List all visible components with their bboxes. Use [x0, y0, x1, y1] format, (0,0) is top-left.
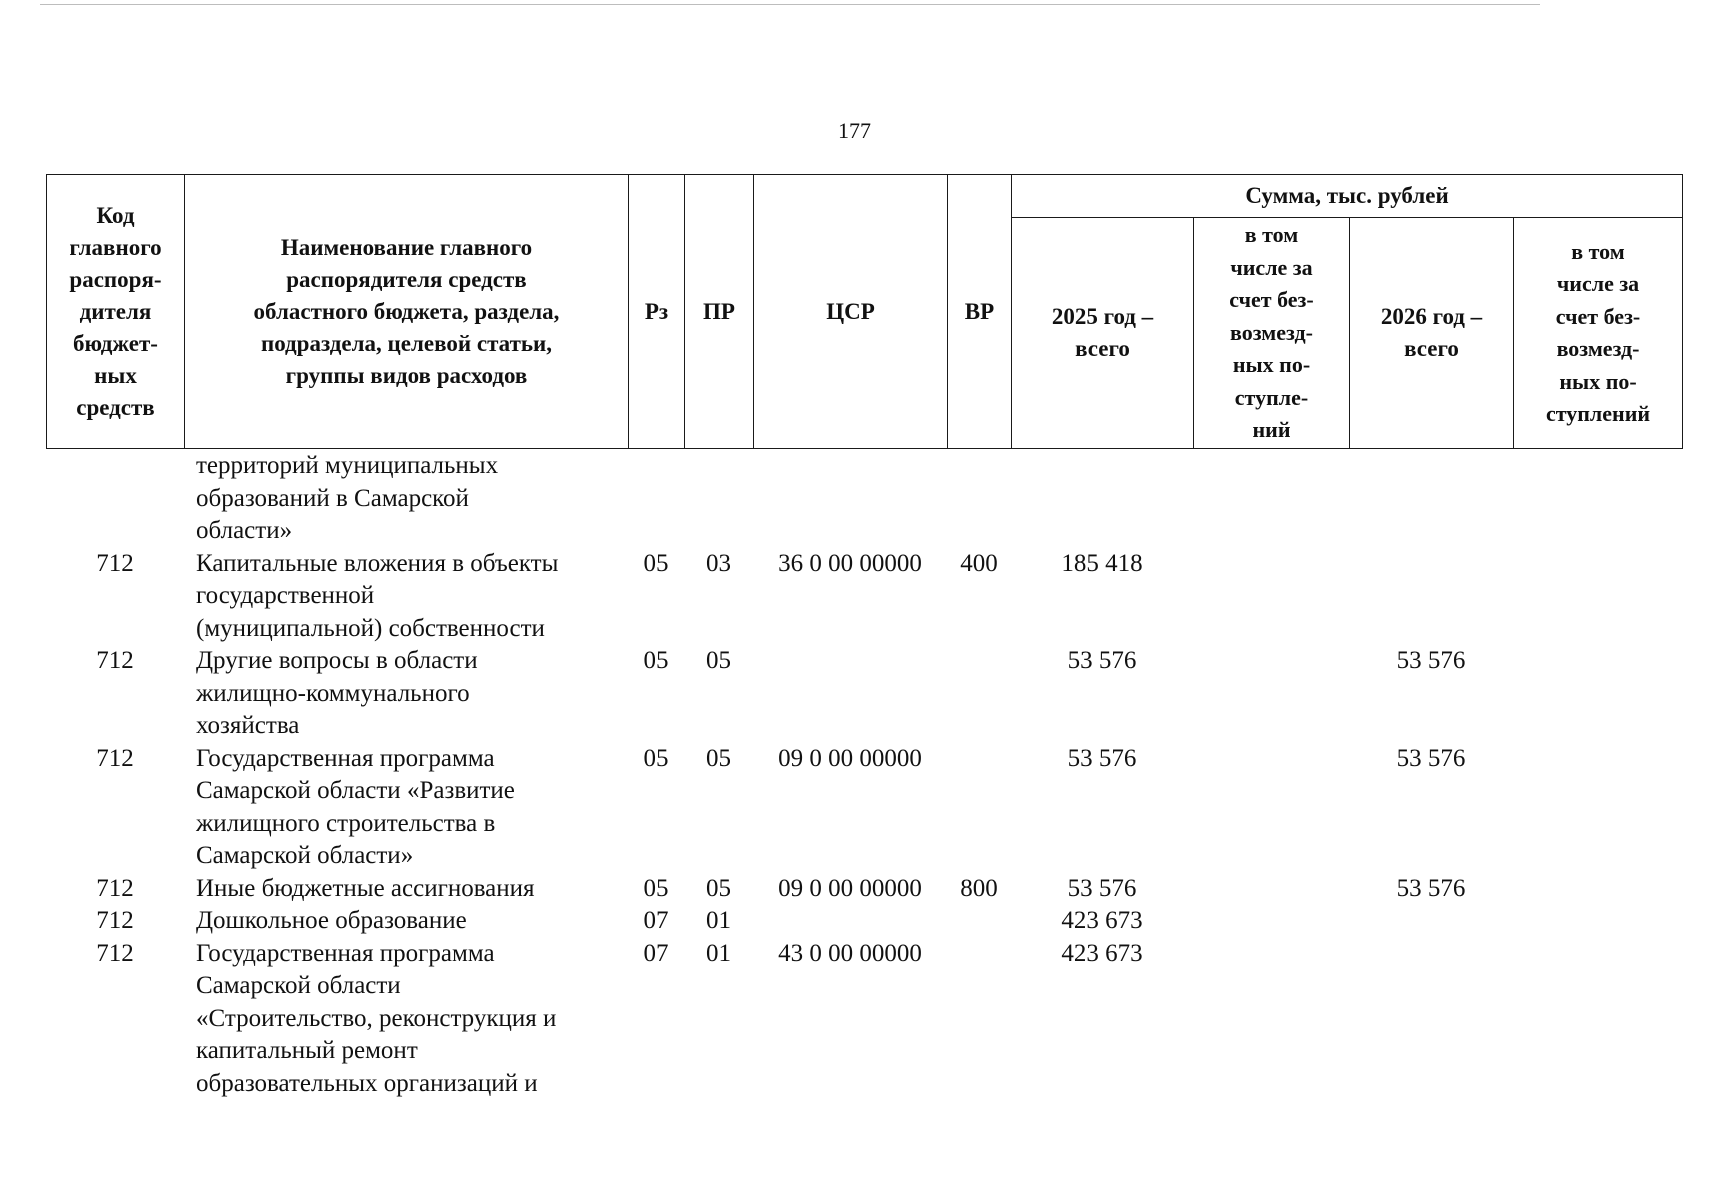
row-code: 712 [96, 939, 134, 967]
header-line: ступлений [1545, 401, 1651, 426]
header-line: счет без- [1229, 287, 1314, 313]
row-name [184, 873, 628, 906]
header-line: возмезд- [1230, 319, 1313, 345]
row-free-2025 [1193, 450, 1349, 548]
header-line: распоря- [69, 266, 162, 292]
row-name-line: образований в Самарской [196, 484, 469, 512]
table-row [46, 548, 1682, 646]
row-name-line: территорий муниципальных [196, 452, 499, 479]
header-rz: Рз [629, 175, 685, 449]
header-line: Код [96, 202, 135, 228]
row-rz: 05 [643, 874, 669, 902]
header-line: бюджет- [73, 330, 158, 356]
row-vr [947, 905, 1011, 938]
header-line: в том [1571, 238, 1625, 264]
row-free-2025 [1193, 645, 1349, 743]
row-sum-2025: 185 418 [1061, 549, 1143, 577]
row-csr: 09 0 00 00000 [778, 744, 922, 772]
row-free-2026 [1513, 743, 1682, 873]
row-free-2025 [1193, 873, 1349, 906]
header-sum: Сумма, тыс. рублей [1012, 175, 1683, 218]
table-row [46, 905, 1682, 938]
row-sum-2026 [1349, 938, 1513, 1101]
row-name-line: Государственная программа [196, 939, 495, 967]
row-pr: 05 [706, 874, 731, 902]
row-name-line: «Строительство, реконструкция и [196, 1004, 557, 1032]
row-code: 712 [96, 744, 134, 772]
row-sum-2025: 423 673 [1061, 907, 1143, 934]
header-line: группы видов расходов [285, 362, 528, 388]
header-line: возмезд- [1556, 336, 1640, 361]
row-rz: 07 [643, 939, 669, 967]
header-line: 2025 год – [1051, 304, 1154, 329]
row-rz: 05 [643, 549, 669, 577]
row-name-line: (муниципальной) собственности [196, 614, 545, 642]
row-code: 712 [96, 549, 134, 577]
row-sum-2026: 53 576 [1396, 874, 1466, 902]
row-sum-2026 [1349, 450, 1513, 548]
row-name [184, 548, 628, 646]
row-csr [753, 905, 947, 938]
row-vr [947, 743, 1011, 873]
row-free-2026 [1513, 873, 1682, 906]
header-line: главного [69, 234, 162, 260]
row-csr: 43 0 00 00000 [778, 939, 922, 967]
header-line: числе за [1556, 271, 1640, 296]
scan-top-edge [40, 4, 1540, 5]
row-csr [753, 450, 947, 548]
row-name-line: Государственная программа [196, 744, 495, 772]
row-code: 712 [96, 647, 134, 674]
header-csr: ЦСР [754, 175, 948, 449]
header-line: ных [94, 362, 137, 388]
row-name-line: Другие вопросы в области [196, 647, 478, 674]
row-free-2026 [1513, 905, 1682, 938]
row-name [184, 905, 628, 938]
header-name [185, 175, 629, 449]
row-name-line: Дошкольное образование [196, 907, 467, 934]
row-sum-2026 [1349, 548, 1513, 646]
row-free-2026 [1513, 548, 1682, 646]
row-sum-2025 [1011, 450, 1193, 548]
table-body [46, 450, 1682, 1100]
header-line: ных по- [1559, 368, 1637, 394]
header-line: дителя [79, 298, 152, 324]
row-name-line: капитальный ремонт [196, 1037, 418, 1064]
row-name [184, 938, 628, 1101]
row-sum-2025: 53 576 [1067, 874, 1137, 902]
row-rz: 07 [643, 907, 669, 934]
table-row [46, 743, 1682, 873]
row-sum-2026: 53 576 [1396, 647, 1466, 674]
row-code: 712 [96, 907, 134, 934]
table-header [46, 174, 1683, 449]
row-vr: 400 [960, 549, 998, 577]
row-name-line: жилищного строительства в [196, 809, 496, 837]
header-line: Наименование главного [280, 234, 533, 260]
row-csr [753, 645, 947, 743]
row-free-2025 [1193, 548, 1349, 646]
row-pr: 03 [706, 549, 731, 577]
row-rz: 05 [643, 647, 669, 674]
row-code [46, 450, 184, 548]
row-name-line: государственной [196, 582, 375, 609]
table-row [46, 938, 1682, 1101]
row-name-line: образовательных организаций и [196, 1069, 538, 1097]
header-line: 2026 год – [1380, 304, 1483, 329]
row-pr: 05 [706, 744, 731, 772]
header-2025-free [1194, 218, 1350, 449]
row-code: 712 [96, 874, 134, 902]
header-line: счет без- [1555, 303, 1641, 329]
header-line: в том [1244, 222, 1299, 248]
row-vr: 800 [960, 874, 998, 902]
row-name-line: хозяйства [196, 712, 300, 739]
row-sum-2026 [1349, 905, 1513, 938]
row-free-2025 [1193, 743, 1349, 873]
header-code [47, 175, 185, 449]
row-name-line: Самарской области» [196, 842, 414, 869]
row-vr [947, 938, 1011, 1101]
row-name-line: жилищно-коммунального [196, 679, 470, 707]
row-pr [684, 450, 753, 548]
header-pr: ПР [685, 175, 754, 449]
row-name [184, 645, 628, 743]
header-2025-total [1012, 218, 1194, 449]
table-row [46, 450, 1682, 548]
row-name-line: области» [196, 517, 293, 544]
row-free-2026 [1513, 645, 1682, 743]
row-pr: 05 [706, 647, 731, 674]
header-2026-total [1350, 218, 1514, 449]
row-vr [947, 645, 1011, 743]
row-csr: 36 0 00 00000 [778, 549, 922, 577]
row-rz: 05 [643, 744, 669, 772]
row-sum-2025: 53 576 [1067, 647, 1137, 674]
row-free-2025 [1193, 938, 1349, 1101]
header-vr: ВР [948, 175, 1012, 449]
page-number: 177 [838, 118, 871, 143]
header-line: ных по- [1232, 352, 1311, 378]
header-line: числе за [1230, 254, 1313, 280]
table-row [46, 873, 1682, 906]
header-line: областного бюджета, раздела, [253, 298, 560, 324]
header-line: подраздела, целевой статьи, [260, 330, 553, 356]
header-line: всего [1404, 336, 1459, 361]
header-line: ний [1252, 417, 1291, 443]
row-name-line: Иные бюджетные ассигнования [196, 874, 535, 902]
row-name [184, 743, 628, 873]
row-pr: 01 [706, 939, 731, 967]
header-line: средств [76, 394, 155, 420]
row-vr [947, 450, 1011, 548]
row-rz [628, 450, 684, 548]
row-sum-2025: 423 673 [1061, 939, 1143, 967]
row-free-2026 [1513, 450, 1682, 548]
row-pr: 01 [706, 907, 731, 934]
row-sum-2026: 53 576 [1396, 744, 1466, 772]
row-name-line: Капитальные вложения в объекты [196, 549, 559, 577]
table-row [46, 645, 1682, 743]
row-name-line: Самарской области «Развитие [196, 777, 515, 804]
header-line: распорядителя средств [286, 266, 527, 292]
row-csr: 09 0 00 00000 [778, 874, 922, 902]
header-line: всего [1075, 336, 1130, 361]
row-sum-2025: 53 576 [1067, 744, 1137, 772]
row-name [184, 450, 628, 548]
header-line: ступле- [1234, 384, 1309, 410]
header-2026-free [1514, 218, 1683, 449]
row-free-2025 [1193, 905, 1349, 938]
row-name-line: Самарской области [196, 972, 401, 999]
row-free-2026 [1513, 938, 1682, 1101]
